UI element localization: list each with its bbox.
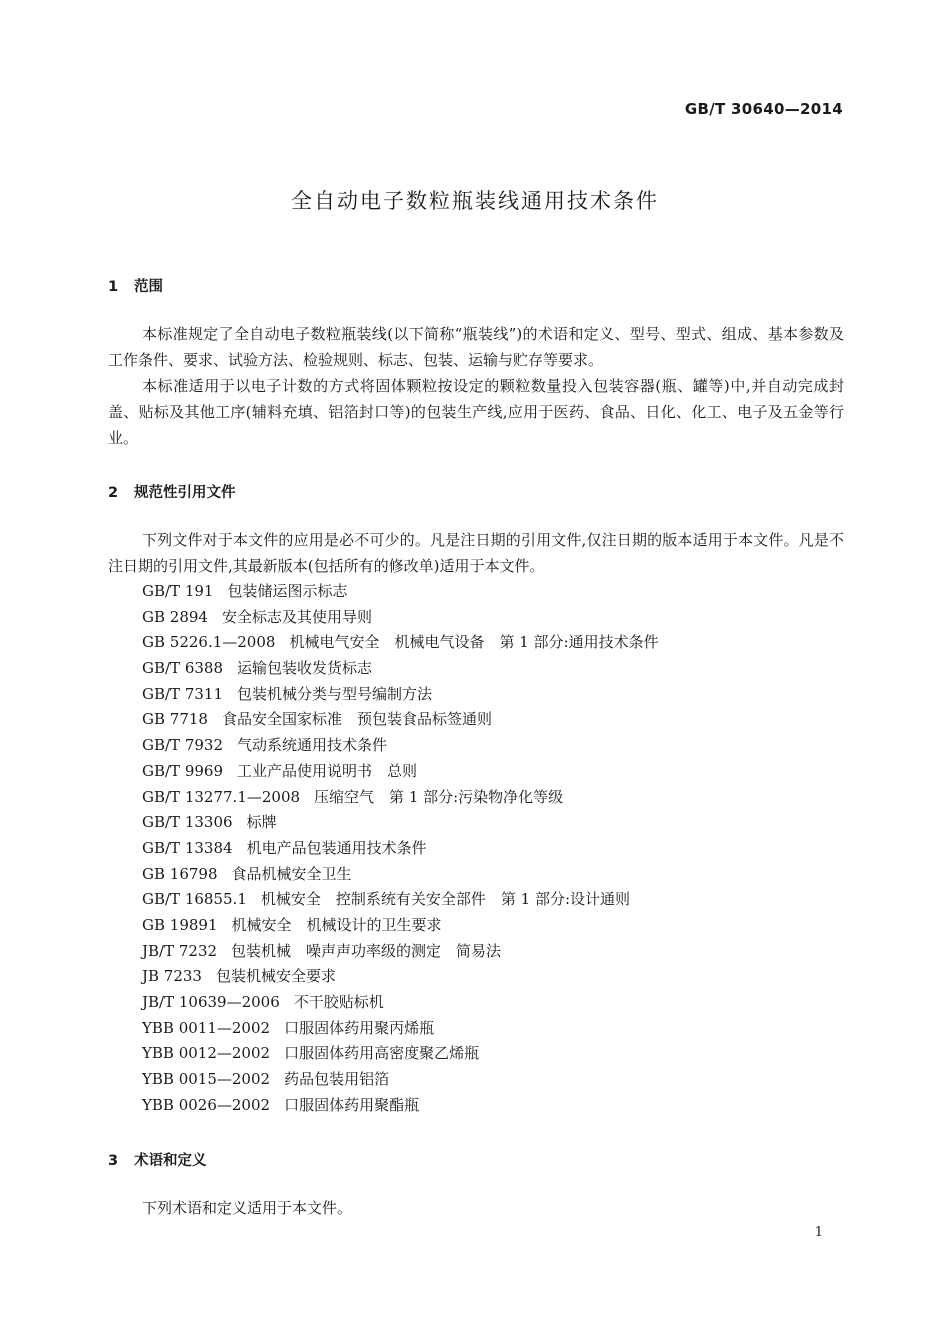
section-number: 2: [108, 485, 119, 501]
reference-code: YBB 0011—2002: [142, 1018, 271, 1037]
reference-title: 气动系统通用技术条件: [237, 736, 388, 755]
reference-title: 包装机械分类与型号编制方法: [237, 684, 433, 703]
reference-item: [142, 862, 659, 888]
section-number: 1: [108, 279, 119, 295]
reference-code: YBB 0015—2002: [142, 1070, 271, 1089]
reference-code: GB 7718: [142, 710, 208, 729]
reference-title: 机电产品包装通用技术条件: [246, 838, 427, 857]
reference-item: [142, 707, 659, 733]
reference-title: 包装机械安全要求: [215, 967, 336, 986]
reference-code: GB 16798: [142, 864, 218, 883]
reference-title: 口服固体药用聚酯瓶: [284, 1095, 420, 1114]
reference-title: 药品包装用铝箔: [284, 1070, 390, 1089]
normative-references-list: [142, 579, 659, 1118]
reference-code: GB 2894: [142, 607, 208, 626]
reference-code: JB/T 7232: [142, 941, 218, 960]
section-title: 规范性引用文件: [134, 485, 236, 501]
reference-title: 标牌: [246, 813, 277, 832]
section-number: 3: [108, 1153, 119, 1169]
reference-code: JB/T 10639—2006: [142, 993, 280, 1011]
reference-code: GB/T 9969: [142, 761, 224, 780]
document-title: 全自动电子数粒瓶装线通用技术条件: [291, 189, 659, 213]
reference-title: 机械安全 机械设计的卫生要求: [231, 915, 442, 934]
section-title: 术语和定义: [134, 1153, 207, 1169]
reference-item: [142, 939, 659, 965]
reference-item: [142, 1041, 659, 1067]
terms-intro-paragraph: 下列术语和定义适用于本文件。: [142, 1199, 353, 1217]
reference-code: YBB 0026—2002: [142, 1095, 271, 1114]
references-intro-paragraph: 下列文件对于本文件的应用是必不可少的。凡是注日期的引用文件,仅注日期的版本适用于本文件。凡是不注日期的引用文件,其最新版本(包括所有的修改单)适用于本文件。: [108, 531, 844, 575]
reference-title: 工业产品使用说明书 总则: [237, 761, 418, 780]
reference-title: 包装机械 噪声声功率级的测定 简易法: [231, 941, 502, 960]
reference-item: [142, 810, 659, 836]
reference-title: 安全标志及其使用导则: [221, 607, 372, 626]
reference-item: [142, 1067, 659, 1093]
reference-item: [142, 836, 659, 862]
reference-title: 口服固体药用高密度聚乙烯瓶: [284, 1044, 480, 1063]
reference-title: 运输包装收发货标志: [237, 659, 373, 678]
reference-code: GB/T 191: [142, 582, 214, 600]
reference-item: [142, 913, 659, 939]
reference-code: GB/T 13384: [142, 838, 233, 857]
reference-title: 压缩空气 第 1 部分:污染物净化等级: [314, 787, 564, 806]
reference-item: [142, 990, 659, 1016]
standard-number: GB/T 30640—2014: [684, 100, 843, 118]
reference-item: [142, 887, 659, 913]
reference-title: 机械安全 控制系统有关安全部件 第 1 部分:设计通则: [260, 890, 631, 909]
reference-item: [142, 964, 659, 990]
reference-code: GB/T 7311: [142, 684, 224, 703]
reference-title: 不干胶贴标机: [293, 993, 384, 1011]
reference-code: GB/T 16855.1: [142, 890, 247, 909]
reference-title: 包装储运图示标志: [227, 582, 348, 600]
reference-title: 机械电气安全 机械电气设备 第 1 部分:通用技术条件: [289, 633, 659, 652]
scope-paragraph-1: 本标准规定了全自动电子数粒瓶装线(以下简称“瓶装线”)的术语和定义、型号、型式、组成、基本参数及工作条件、要求、试验方法、检验规则、标志、包装、运输与贮存等要求。: [108, 325, 844, 369]
reference-title: 口服固体药用聚丙烯瓶: [284, 1018, 435, 1037]
reference-code: GB/T 6388: [142, 659, 224, 678]
reference-code: GB/T 13306: [142, 813, 233, 832]
reference-item: [142, 733, 659, 759]
reference-code: GB/T 13277.1—2008: [142, 787, 301, 806]
reference-item: [142, 1093, 659, 1119]
page-number: 1: [814, 1225, 823, 1240]
reference-title: 食品机械安全卫生: [231, 864, 352, 883]
section-3-heading: [108, 1149, 207, 1170]
reference-item: [142, 785, 659, 811]
reference-item: [142, 682, 659, 708]
section-title: 范围: [134, 279, 163, 295]
reference-code: GB 5226.1—2008: [142, 633, 276, 652]
scope-paragraph-2: 本标准适用于以电子计数的方式将固体颗粒按设定的颗粒数量投入包装容器(瓶、罐等)中,并自动完成封盖、贴标及其他工序(辅料充填、铝箔封口等)的包装生产线,应用于医药、食品、日化、化工、电子及五金等行业。: [108, 377, 844, 447]
section-2-heading: [108, 481, 236, 502]
reference-item: [142, 630, 659, 656]
reference-item: [142, 605, 659, 631]
section-1-heading: [108, 275, 163, 296]
reference-code: GB 19891: [142, 915, 218, 934]
reference-item: [142, 656, 659, 682]
reference-item: [142, 579, 659, 605]
reference-item: [142, 1016, 659, 1042]
reference-code: GB/T 7932: [142, 736, 224, 755]
reference-title: 食品安全国家标准 预包装食品标签通则: [221, 710, 492, 729]
reference-code: YBB 0012—2002: [142, 1044, 271, 1063]
reference-code: JB 7233: [142, 967, 202, 986]
reference-item: [142, 759, 659, 785]
